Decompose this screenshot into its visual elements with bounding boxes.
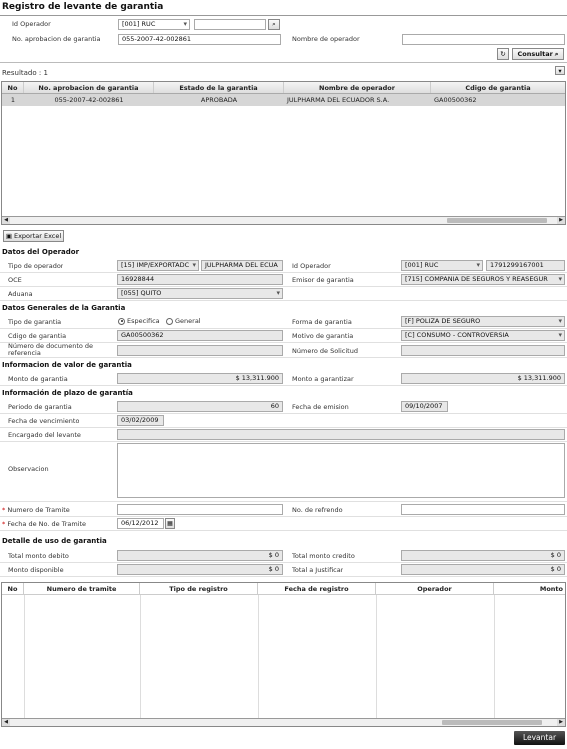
nombre-operador-input[interactable] (402, 34, 565, 45)
oce-label: OCE (8, 276, 22, 284)
id-operador-label: Id Operador (12, 20, 51, 28)
search-icon[interactable]: ⌕ (268, 19, 280, 30)
num-doc-label: Número de documento de referencia (8, 343, 94, 357)
section-operador: Datos del Operador (2, 248, 80, 256)
disponible-input: $ 0 (117, 564, 283, 575)
tramite-label-text: Numero de Tramite (7, 506, 70, 514)
disponible-label: Monto disponible (8, 566, 64, 574)
required-icon: * (2, 520, 6, 528)
col-divider (140, 595, 141, 718)
observacion-label: Observacion (8, 465, 49, 473)
id-operador-number: 1791299167001 (486, 260, 565, 271)
no-aprobacion-label: No. aprobacion de garantia (12, 35, 101, 43)
radio-off-icon[interactable] (166, 318, 173, 325)
uso-header (2, 583, 565, 595)
tipo-operador-label: Tipo de operador (8, 262, 64, 270)
export-excel-label: Exportar Excel (13, 232, 62, 240)
cell-codigo: GA00500362 (434, 96, 477, 104)
periodo-input: 60 (117, 401, 283, 412)
vencimiento-input: 03/02/2009 (117, 415, 164, 426)
row-tipo-garantia (0, 315, 567, 329)
id-operador-label-2: Id Operador (292, 262, 331, 270)
uso-hscrollbar[interactable] (2, 718, 565, 726)
export-excel-button[interactable] (3, 230, 64, 242)
col-no-aprobacion[interactable]: No. aprobacion de garantia (24, 82, 154, 93)
col-no[interactable]: No (2, 82, 24, 93)
fecha-tramite-label-text: Fecha de No. de Tramite (7, 520, 87, 528)
row-num-doc (0, 343, 567, 358)
no-aprobacion-input[interactable]: 055-2007-42-002861 (118, 34, 281, 45)
uso-grid (1, 582, 566, 727)
id-operador-select[interactable]: [001] RUC ▾ (118, 19, 190, 30)
radio-general-label: General (175, 317, 201, 325)
col-nombre-operador[interactable]: Nombre de operador (284, 82, 431, 93)
monto-input: $ 13,311.900 (117, 373, 283, 384)
aduana-label: Aduana (8, 290, 33, 298)
col-fecha-registro[interactable]: Fecha de registro (258, 583, 376, 594)
emisor-select[interactable]: [715] COMPANIA DE SEGUROS Y REASEGUR ▾ (401, 274, 565, 285)
debito-input: $ 0 (117, 550, 283, 561)
filter-form (0, 17, 567, 47)
title-divider (0, 15, 567, 16)
row-monto (0, 372, 567, 386)
row-aduana (0, 287, 567, 301)
results-hscrollbar[interactable] (2, 216, 565, 224)
col-monto[interactable]: Monto (539, 585, 563, 593)
scroll-right-icon[interactable]: ▶ (557, 217, 565, 224)
scroll-left-icon[interactable]: ◀ (2, 217, 10, 224)
radio-on-icon[interactable] (118, 318, 125, 325)
motivo-select[interactable]: [C] CONSUMO - CONTROVERSIA ▾ (401, 330, 565, 341)
col-tipo-registro[interactable]: Tipo de registro (140, 583, 258, 594)
scroll-thumb[interactable] (442, 720, 542, 725)
col-estado[interactable]: Estado de la garantia (154, 82, 284, 93)
required-icon: * (2, 506, 6, 514)
col-divider (376, 595, 377, 718)
num-sol-label: Número de Solicitud (292, 347, 358, 355)
col-operador[interactable]: Operador (376, 583, 494, 594)
credito-input: $ 0 (401, 550, 565, 561)
form-divider (0, 62, 567, 63)
nombre-operador-label: Nombre de operador (292, 35, 360, 43)
row-periodo (0, 400, 567, 414)
cell-estado: APROBADA (200, 96, 238, 104)
monto-garantizar-label: Monto a garantizar (292, 375, 354, 383)
row-tramite (0, 503, 567, 517)
scroll-right-icon[interactable]: ▶ (557, 719, 565, 726)
row-codigo (0, 329, 567, 343)
page-title: Registro de levante de garantia (2, 2, 164, 12)
tipo-operador-select[interactable]: [15] IMP/EXPORTADC ▾ (117, 260, 199, 271)
codigo-label: Cdigo de garantia (8, 332, 67, 340)
forma-select[interactable]: [F] POLIZA DE SEGURO ▾ (401, 316, 565, 327)
row-vencimiento (0, 414, 567, 428)
aduana-select[interactable]: [055] QUITO ▾ (117, 288, 283, 299)
credito-label: Total monto credito (292, 552, 355, 560)
row-encargado (0, 428, 567, 442)
refrendo-label: No. de refrendo (292, 506, 343, 514)
calendar-icon[interactable]: ▦ (165, 518, 175, 529)
observacion-textarea[interactable] (117, 443, 565, 498)
forma-label: Forma de garantia (292, 318, 352, 326)
save-icon: ▣ (5, 232, 12, 240)
tipo-garantia-label: Tipo de garantia (8, 318, 62, 326)
scroll-thumb[interactable] (447, 218, 547, 223)
vencimiento-label: Fecha de vencimiento (8, 417, 80, 425)
row-debito (0, 549, 567, 563)
consultar-label: Consultar (517, 50, 553, 58)
refrendo-input[interactable] (401, 504, 565, 515)
col-divider (24, 595, 25, 718)
col-no[interactable]: No (2, 583, 24, 594)
codigo-input: GA00500362 (117, 330, 283, 341)
results-grid (1, 81, 566, 225)
row-observacion (0, 442, 567, 502)
monto-label: Monto de garantia (8, 375, 68, 383)
radio-especifica-label: Especifica (127, 317, 160, 325)
emision-input: 09/10/2007 (401, 401, 448, 412)
emisor-label: Emisor de garantia (292, 276, 354, 284)
row-disponible (0, 563, 567, 577)
periodo-label: Periodo de garantia (8, 403, 72, 411)
search-icon: ⌕ (554, 49, 559, 58)
consultar-button[interactable] (512, 48, 564, 60)
cell-no: 1 (10, 96, 16, 104)
refresh-icon[interactable]: ↻ (497, 48, 509, 60)
id-operador-input[interactable] (194, 19, 266, 30)
emision-label: Fecha de emision (292, 403, 349, 411)
justificar-input: $ 0 (401, 564, 565, 575)
tipo-operador-name: JULPHARMA DEL ECUA (201, 260, 283, 271)
table-row[interactable] (2, 94, 565, 106)
section-generales: Datos Generales de la Garantia (2, 304, 126, 312)
debito-label: Total monto debito (8, 552, 69, 560)
num-sol-input (401, 345, 565, 356)
section-valor: Informacion de valor de garantia (2, 361, 132, 369)
col-numero-tramite[interactable]: Numero de tramite (24, 583, 140, 594)
radio-general[interactable] (166, 317, 201, 325)
collapse-icon[interactable]: ▾ (555, 66, 565, 75)
justificar-label: Total a Justificar (292, 566, 344, 574)
num-doc-input (117, 345, 283, 356)
id-operador-select-2[interactable]: [001] RUC ▾ (401, 260, 483, 271)
encargado-input (117, 429, 565, 440)
row-oce (0, 273, 567, 287)
tramite-label (2, 506, 70, 514)
section-uso: Detalle de uso de garantia (2, 537, 107, 545)
row-fecha-tramite (0, 517, 567, 531)
col-divider (494, 595, 495, 718)
row-tipo-operador (0, 259, 567, 273)
monto-garantizar-input: $ 13,311.900 (401, 373, 565, 384)
fecha-tramite-label (2, 520, 86, 528)
fecha-tramite-input[interactable]: 06/12/2012 (117, 518, 164, 529)
results-header (2, 82, 565, 94)
cell-nombre-operador: JULPHARMA DEL ECUADOR S.A. (287, 96, 390, 104)
motivo-label: Motivo de garantia (292, 332, 354, 340)
encargado-label: Encargado del levante (8, 431, 81, 439)
oce-input: 16928844 (117, 274, 283, 285)
result-count: Resultado : 1 (2, 69, 48, 77)
section-plazo: Información de plazo de garantía (2, 389, 133, 397)
levantar-button[interactable]: Levantar (514, 731, 565, 745)
cell-no-aprobacion: 055-2007-42-002861 (54, 96, 124, 104)
col-divider (258, 595, 259, 718)
col-codigo[interactable]: Cdigo de garantia (465, 84, 531, 92)
radio-especifica[interactable] (118, 317, 160, 325)
tramite-input[interactable] (117, 504, 283, 515)
scroll-left-icon[interactable]: ◀ (2, 719, 10, 726)
